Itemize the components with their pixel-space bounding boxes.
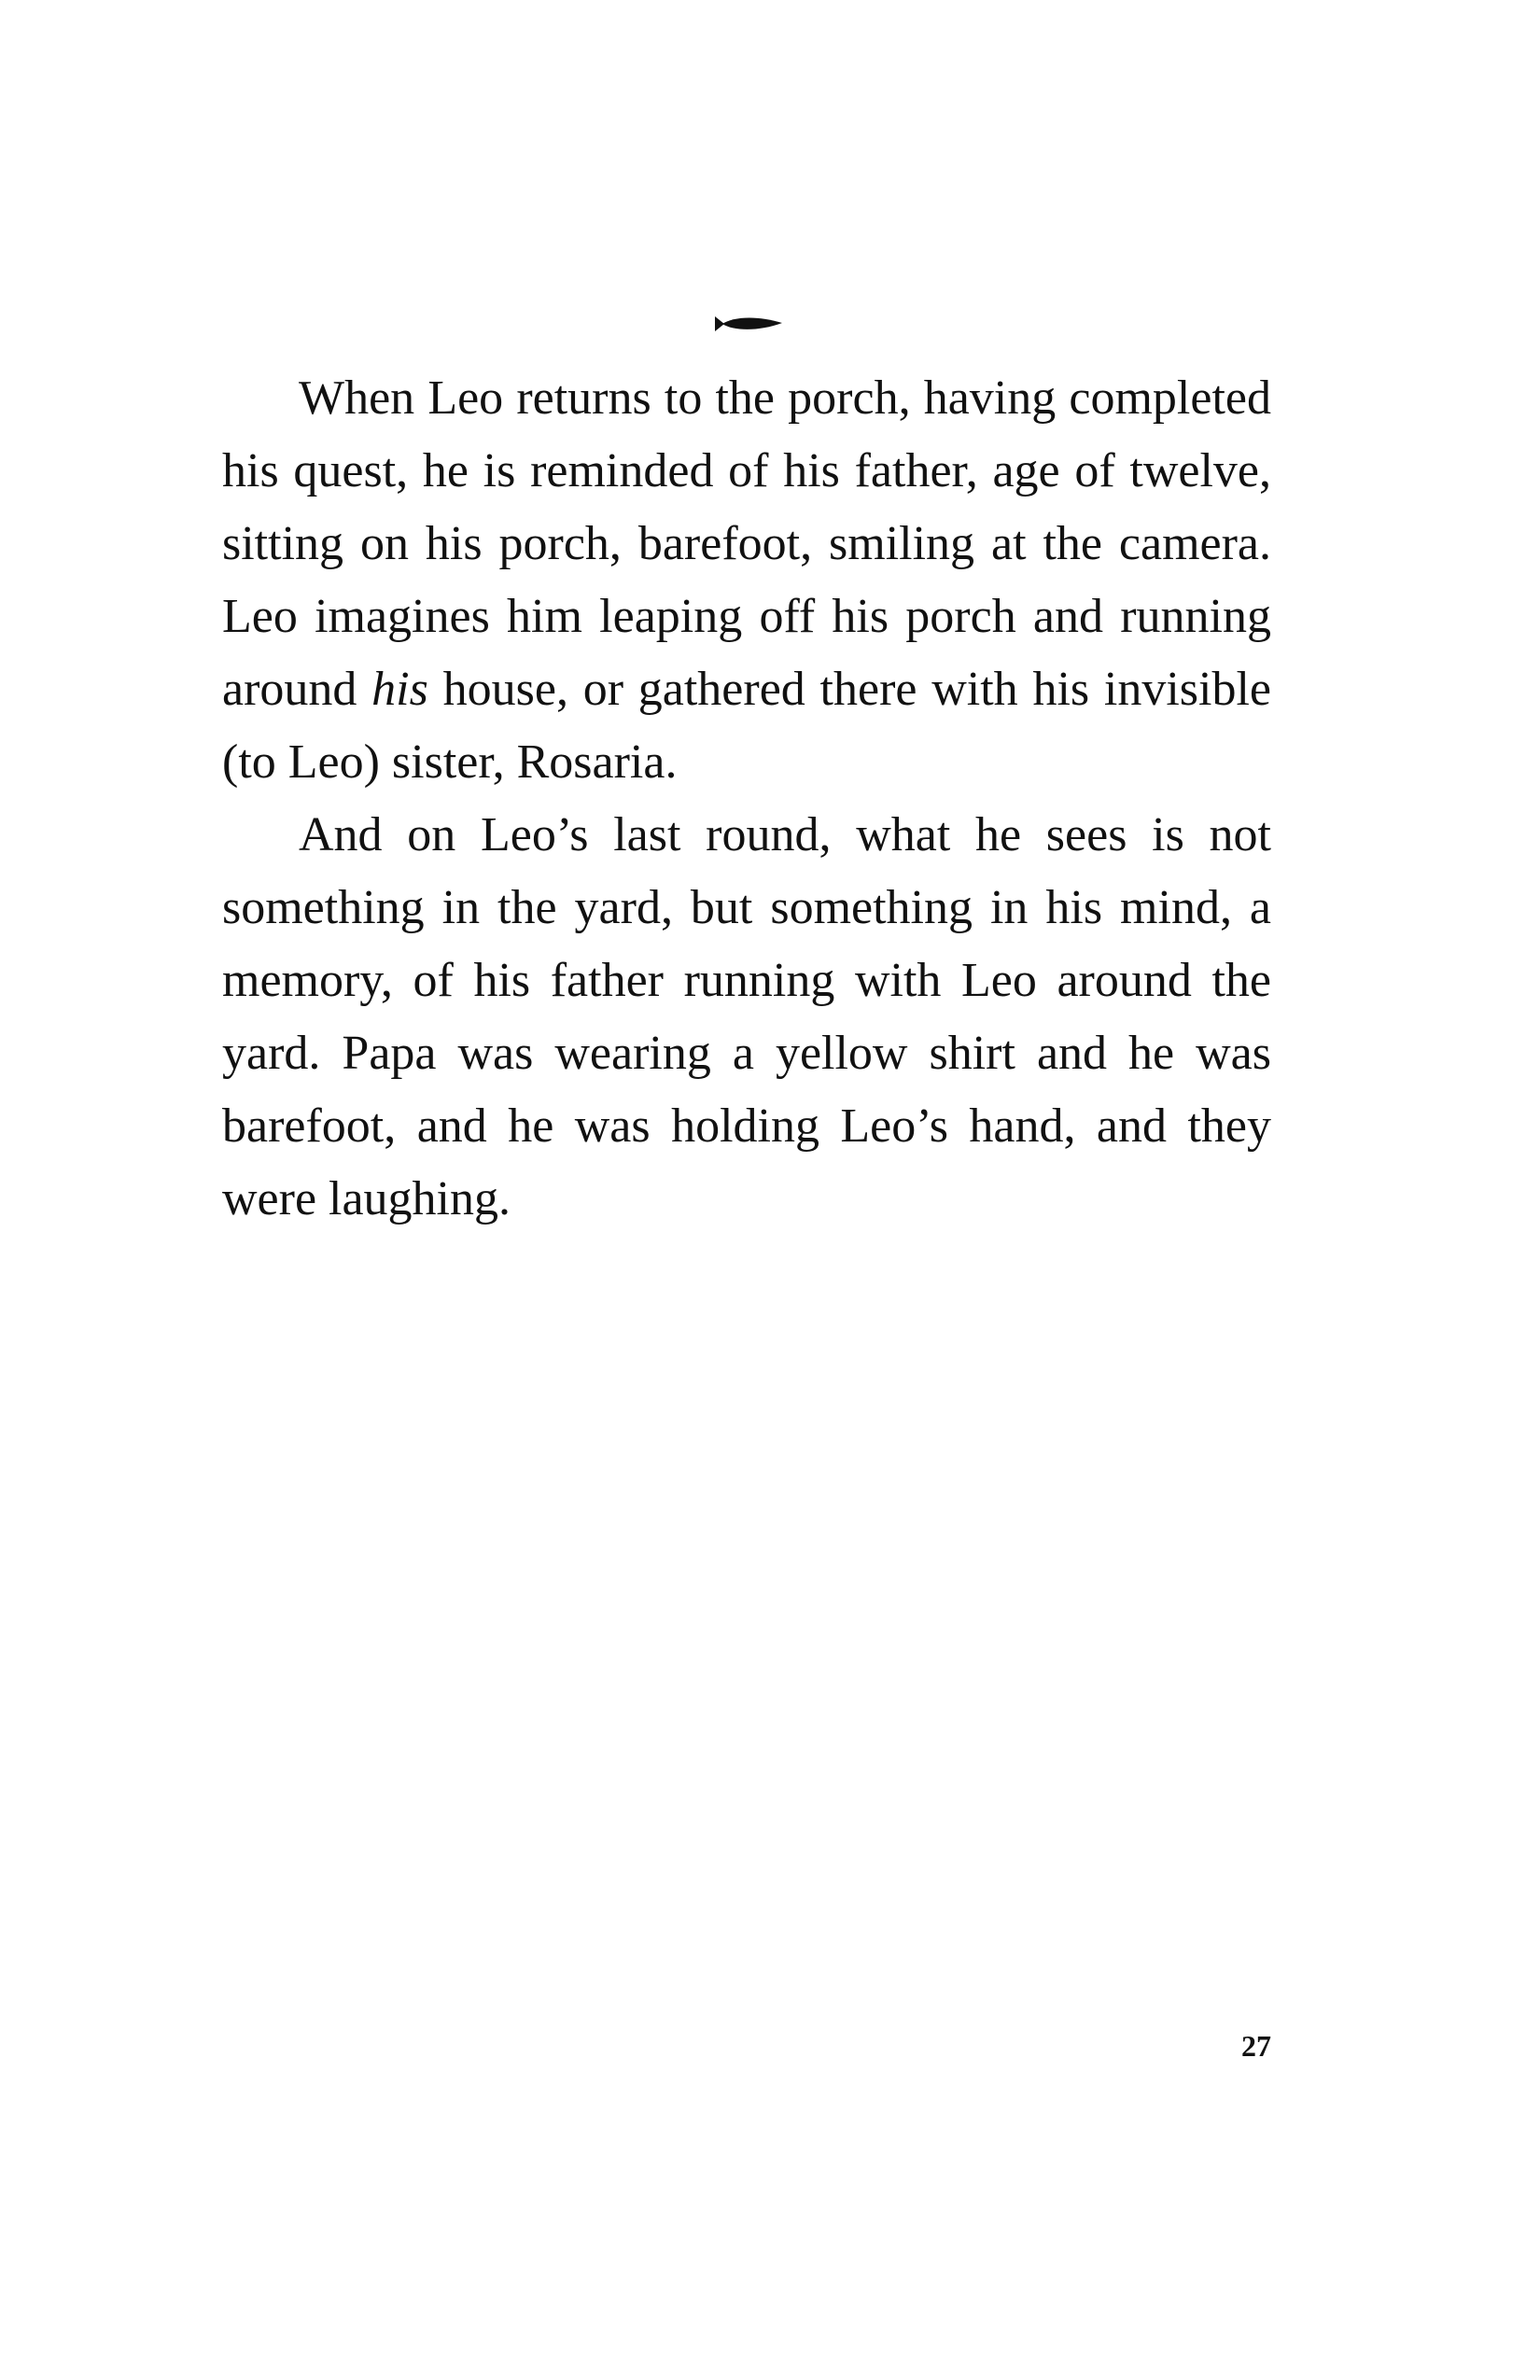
emphasized-word: his (371, 663, 428, 716)
paragraph-1 (222, 362, 1271, 799)
fish-icon (713, 314, 784, 334)
page-number: 27 (1241, 2029, 1271, 2063)
paragraph-1-end: house, or gathered there with his invisible (to Leo) sister, Rosaria. (222, 663, 1272, 789)
body-text (222, 362, 1271, 1236)
paragraph-1-start: When Leo returns to the porch, having completed his quest, he is reminded of his father, age of twelve, sitting on his porch, barefoot, smiling at the camera. Leo imagines him leaping off his porch and running around (222, 371, 1271, 716)
paragraph-2: And on Leo’s last round, what he sees is not something in the yard, but something in his mind, a memory, of his father running with Leo around the yard. Papa was wearing a yellow shirt and he was barefoot, and he was holding Leo’s hand, and they were laughing. (222, 808, 1271, 1225)
